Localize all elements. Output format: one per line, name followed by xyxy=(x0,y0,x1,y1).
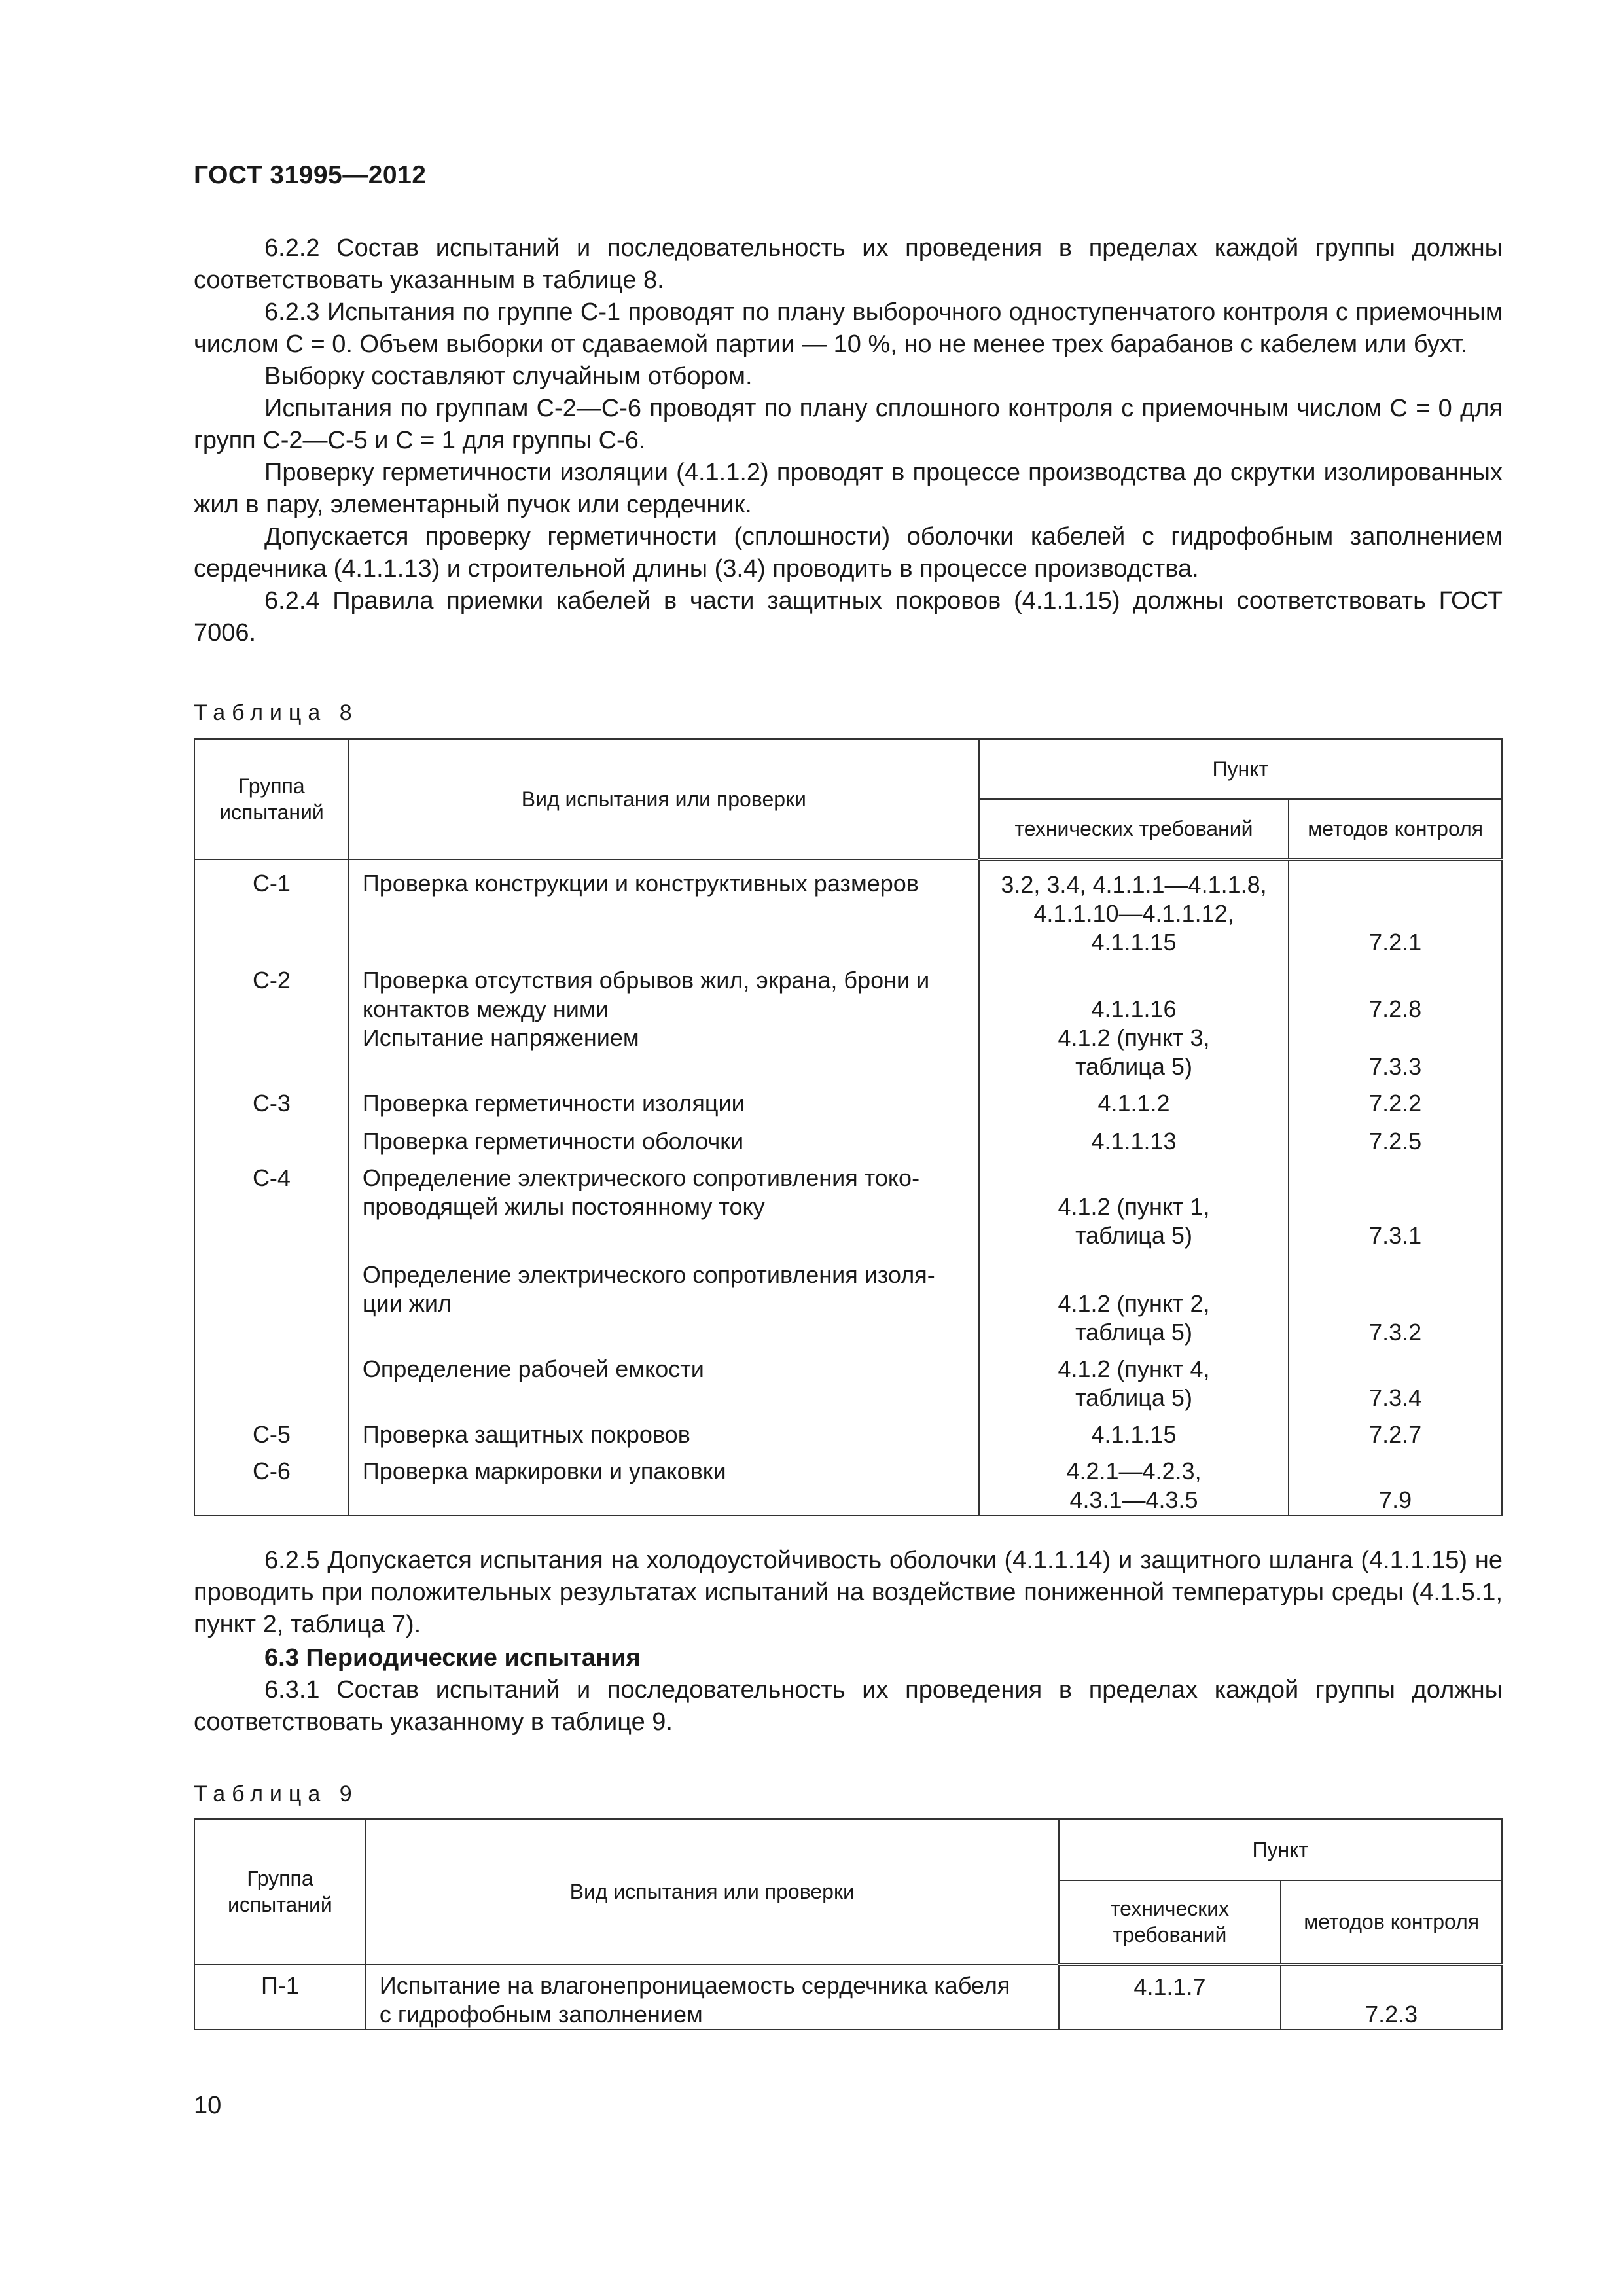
cell-kind-line: с гидрофобным заполнением xyxy=(379,2001,703,2028)
cell-req xyxy=(979,957,1289,1024)
cell-kind-line: Испытание напряжением xyxy=(362,1024,639,1051)
cell-req-line xyxy=(993,966,1275,995)
cell-req-line: 4.1.2 (пункт 4, xyxy=(1058,1355,1210,1382)
cell-req-line: 4.2.1—4.2.3, xyxy=(1066,1457,1202,1484)
cell-req xyxy=(979,1118,1289,1156)
cell-kind xyxy=(349,1449,979,1515)
paragraph-6-2-5: 6.2.5 Допускается испытания на холодоустойчивость оболочки (4.1.1.14) и защитного шланга (4.1.1.15) не проводить при положительных результатах испытаний на воздействие пониженной температуры среды (4.1.5.1, пункт 2, таблица 7). xyxy=(194,1547,1503,1638)
table-row xyxy=(194,1347,1502,1412)
cell-req xyxy=(979,1449,1289,1515)
table9-body xyxy=(194,1964,1502,2030)
page-number: 10 xyxy=(194,2092,222,2119)
cell-kind-line: Определение рабочей емкости xyxy=(362,1355,704,1382)
cell-req xyxy=(979,1250,1289,1347)
cell-group: С-3 xyxy=(194,1081,349,1118)
table-9 xyxy=(194,1818,1503,2030)
cell-kind-line: Проверка герметичности оболочки xyxy=(362,1127,744,1155)
table8-header-group: Группа испытаний xyxy=(194,739,349,859)
cell-req xyxy=(979,1412,1289,1449)
cell-kind-line: Определение электрического сопротивления изоля- xyxy=(362,1261,935,1288)
cell-req-line: 4.1.1.15 xyxy=(1091,1420,1177,1448)
cell-kind-line: контактов между ними xyxy=(362,995,609,1022)
cell-method: 7.9 xyxy=(1289,1449,1502,1515)
cell-req-line: 3.2, 3.4, 4.1.1.1—4.1.1.8, xyxy=(1001,870,1267,898)
cell-group: С-6 xyxy=(194,1449,349,1515)
cell-kind-line: Определение электрического сопротивления токо- xyxy=(362,1164,920,1191)
table9-header-method: методов контроля xyxy=(1281,1880,1502,1964)
cell-req-line: таблица 5) xyxy=(1075,1318,1192,1346)
cell-req xyxy=(1059,1964,1281,2030)
cell-kind xyxy=(349,1156,979,1250)
cell-req-line: 4.1.1.16 xyxy=(1091,995,1177,1022)
cell-method: 7.2.7 xyxy=(1289,1412,1502,1449)
table-row xyxy=(194,1118,1502,1156)
cell-kind xyxy=(349,1081,979,1118)
cell-kind-line: Проверка защитных покровов xyxy=(362,1420,690,1448)
paragraph-sampling: Выборку составляют случайным отбором. xyxy=(264,363,753,390)
cell-req xyxy=(979,1024,1289,1081)
paragraph-insulation-check: Проверку герметичности изоляции (4.1.1.2) проводят в процессе производства до скрутки изолированных жил в пару, элементарный пучок или сердечник. xyxy=(194,459,1503,518)
table8-header-point: Пункт xyxy=(979,739,1502,799)
cell-req-line: 4.1.2 (пункт 3, xyxy=(1058,1024,1210,1051)
cell-req-line xyxy=(993,1164,1275,1193)
table8-caption: Таблица 8 xyxy=(194,700,359,725)
cell-req-line: 4.1.2 (пункт 2, xyxy=(1058,1289,1210,1317)
mid-text xyxy=(194,1545,1503,1738)
cell-req-line: таблица 5) xyxy=(1075,1384,1192,1411)
cell-group xyxy=(194,1250,349,1347)
cell-group: С-1 xyxy=(194,859,349,957)
cell-method: 7.2.1 xyxy=(1289,859,1502,957)
cell-kind-line: Проверка маркировки и упаковки xyxy=(362,1457,726,1484)
table-row xyxy=(194,1250,1502,1347)
cell-group xyxy=(194,1118,349,1156)
cell-group: С-2 xyxy=(194,957,349,1024)
cell-method: 7.3.3 xyxy=(1289,1024,1502,1081)
paragraph-sheath-check: Допускается проверку герметичности (сплошности) оболочки кабелей с гидрофобным заполнением сердечника (4.1.1.13) и строительной длины (3.4) проводить в процессе производства. xyxy=(194,523,1503,583)
cell-kind xyxy=(349,1250,979,1347)
cell-req-line: 4.1.1.7 xyxy=(1133,1973,1206,2000)
table8-header-kind: Вид испытания или проверки xyxy=(349,739,979,859)
cell-method: 7.3.1 xyxy=(1289,1156,1502,1250)
cell-method: 7.2.8 xyxy=(1289,957,1502,1024)
section-6-3-title: 6.3 Периодические испытания xyxy=(264,1644,641,1672)
table9-header-req: технических требований xyxy=(1059,1880,1281,1964)
cell-req-line: таблица 5) xyxy=(1075,1052,1192,1080)
table-row xyxy=(194,957,1502,1024)
cell-req-line xyxy=(993,1261,1275,1289)
table-row xyxy=(194,1024,1502,1081)
cell-method: 7.3.4 xyxy=(1289,1347,1502,1412)
cell-req xyxy=(979,1081,1289,1118)
table8-header-method: методов контроля xyxy=(1289,799,1502,859)
cell-kind-line: Проверка конструкции и конструктивных размеров xyxy=(362,870,919,897)
table-row xyxy=(194,1412,1502,1449)
cell-kind xyxy=(349,1024,979,1081)
cell-req xyxy=(979,1347,1289,1412)
document-header: ГОСТ 31995—2012 xyxy=(194,161,427,189)
table9-caption: Таблица 9 xyxy=(194,1782,359,1806)
table-8 xyxy=(194,738,1503,1516)
table-row xyxy=(194,1156,1502,1250)
cell-method: 7.2.5 xyxy=(1289,1118,1502,1156)
cell-method: 7.2.3 xyxy=(1281,1964,1502,2030)
cell-kind xyxy=(349,1118,979,1156)
cell-kind xyxy=(366,1964,1059,2030)
cell-method: 7.2.2 xyxy=(1289,1081,1502,1118)
cell-kind xyxy=(349,957,979,1024)
cell-req-line: 4.1.1.10—4.1.1.12, xyxy=(1033,899,1234,927)
table9-header-group: Группа испытаний xyxy=(194,1819,366,1964)
table8-header-req: технических требований xyxy=(979,799,1289,859)
cell-kind-line: Проверка герметичности изоляции xyxy=(362,1089,745,1117)
table-row xyxy=(194,859,1502,957)
cell-kind-line: Испытание на влагонепроницаемость сердечника кабеля xyxy=(379,1972,1010,1999)
cell-kind xyxy=(349,1347,979,1412)
cell-kind-line: ции жил xyxy=(362,1289,452,1317)
cell-kind-line: Проверка отсутствия обрывов жил, экрана, брони и xyxy=(362,966,930,994)
cell-req-line: 4.3.1—4.3.5 xyxy=(1069,1486,1198,1513)
cell-kind xyxy=(349,1412,979,1449)
paragraph-6-2-2: 6.2.2 Состав испытаний и последовательность их проведения в пределах каждой группы должны соответствовать указанным в таблице 8. xyxy=(194,234,1503,294)
cell-req xyxy=(979,859,1289,957)
cell-req-line: таблица 5) xyxy=(1075,1221,1192,1249)
table-row xyxy=(194,1081,1502,1118)
cell-group xyxy=(194,1024,349,1081)
cell-group: С-4 xyxy=(194,1156,349,1250)
table9-header-point: Пункт xyxy=(1059,1819,1502,1880)
paragraph-6-3-1: 6.3.1 Состав испытаний и последовательность их проведения в пределах каждой группы должны соответствовать указанному в таблице 9. xyxy=(194,1676,1503,1736)
cell-group: С-5 xyxy=(194,1412,349,1449)
cell-req xyxy=(979,1156,1289,1250)
table-row xyxy=(194,1449,1502,1515)
paragraph-6-2-3: 6.2.3 Испытания по группе С-1 проводят по плану выборочного одноступенчатого контроля с приемочным числом C = 0. Объем выборки от сдаваемой партии — 10 %, но не менее трех барабанов с кабелем или бухт. xyxy=(194,298,1503,358)
cell-req-line: 4.1.2 (пункт 1, xyxy=(1058,1193,1210,1220)
paragraph-6-2-4: 6.2.4 Правила приемки кабелей в части защитных покровов (4.1.1.15) должны соответствовать ГОСТ 7006. xyxy=(194,587,1503,647)
cell-kind-line: проводящей жилы постоянному току xyxy=(362,1193,765,1220)
table9-header-kind: Вид испытания или проверки xyxy=(366,1819,1059,1964)
cell-req-line: 4.1.1.2 xyxy=(1097,1089,1170,1117)
cell-group xyxy=(194,1347,349,1412)
cell-method: 7.3.2 xyxy=(1289,1250,1502,1347)
cell-group: П-1 xyxy=(194,1964,366,2030)
cell-req-line: 4.1.1.15 xyxy=(1091,928,1177,956)
intro-text xyxy=(194,232,1503,649)
table-row xyxy=(194,1964,1502,2030)
cell-kind xyxy=(349,859,979,957)
table8-body xyxy=(194,859,1502,1515)
cell-req-line: 4.1.1.13 xyxy=(1091,1127,1177,1155)
paragraph-groups-c2-c6: Испытания по группам С-2—С-6 проводят по плану сплошного контроля с приемочным числом C = 0 для групп С-2—С-5 и C = 1 для группы С-6. xyxy=(194,395,1503,454)
